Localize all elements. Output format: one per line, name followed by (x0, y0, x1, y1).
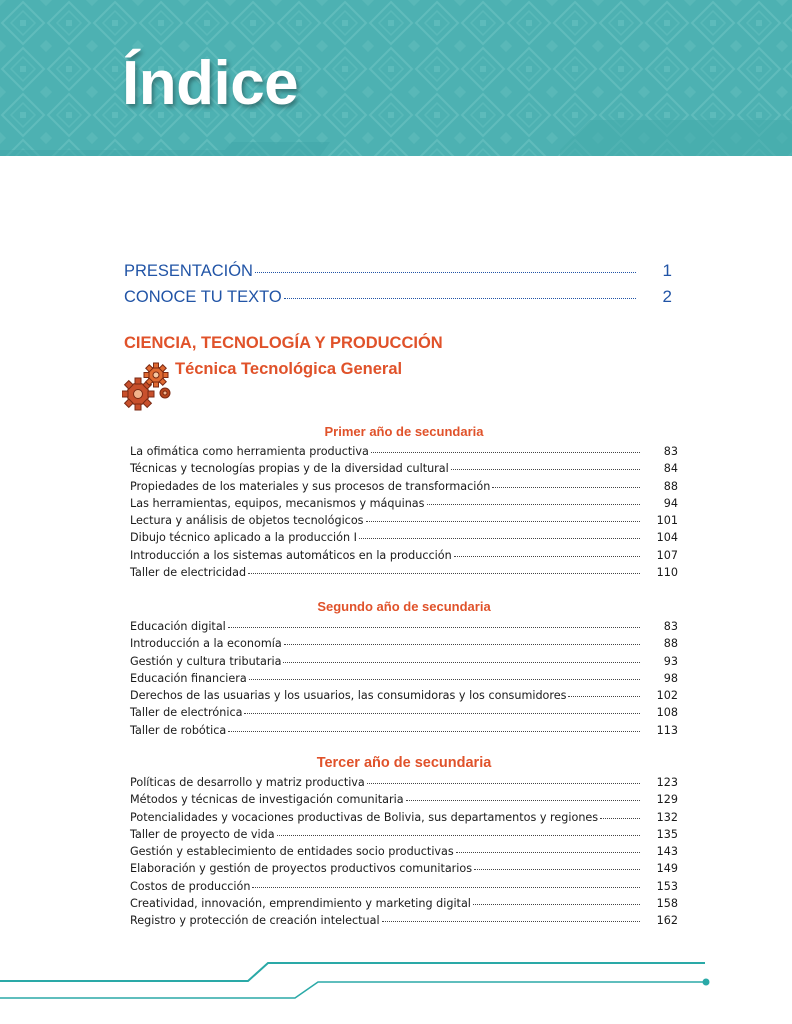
dot-leader (228, 627, 640, 628)
section-segundo-ano (130, 597, 678, 741)
dot-leader (600, 818, 640, 819)
toc-entry[interactable] (130, 793, 678, 810)
toc-entry[interactable] (130, 497, 678, 514)
toc-entry-page: 98 (663, 671, 678, 685)
toc-entry-label: Lectura y análisis de objetos tecnológicos (130, 514, 364, 528)
toc-entry-page: 94 (663, 496, 678, 510)
toc-entry-label: Dibujo técnico aplicado a la producción I (130, 531, 357, 545)
toc-entry[interactable] (130, 566, 678, 583)
toc-entry-page: 135 (656, 827, 678, 841)
toc-entry-page: 129 (656, 793, 678, 807)
toc-entry[interactable] (130, 480, 678, 497)
toc-entry-label: Gestión y cultura tributaria (130, 654, 282, 668)
toc-entry-page: 84 (663, 462, 678, 476)
toc-entry-label: Educación digital (130, 620, 226, 633)
toc-entry[interactable] (130, 880, 678, 897)
toc-entry[interactable] (130, 620, 678, 637)
toc-entry-label: Técnicas y tecnologías propias y de la diversidad cultural (130, 462, 449, 476)
toc-entry-label: Taller de robótica (130, 723, 227, 737)
toc-link-conoce-tu-texto[interactable] (124, 287, 672, 313)
patterned-banner-background (0, 0, 792, 156)
toc-entry[interactable] (130, 672, 678, 689)
toc-entry-label: Taller de electricidad (130, 566, 247, 580)
dot-leader (427, 504, 641, 505)
toc-link-presentacion[interactable] (124, 261, 672, 287)
toc-entry-label: Taller de proyecto de vida (130, 827, 275, 841)
toc-entry-page: 107 (656, 548, 678, 562)
toc-entry-page: 113 (656, 723, 678, 737)
toc-entry-page: 123 (656, 776, 678, 789)
toc-entry[interactable] (130, 897, 678, 914)
toc-entry-label: Las herramientas, equipos, mecanismos y máquinas (130, 496, 425, 510)
dot-leader (277, 835, 640, 836)
toc-entry[interactable] (130, 531, 678, 548)
section-primer-ano (130, 422, 678, 583)
area-title: CIENCIA, TECNOLOGÍA Y PRODUCCIÓN (124, 334, 443, 352)
toc-entry-label: Derechos de las usuarias y los usuarios, las consumidoras y los consumidores (130, 689, 567, 703)
section-heading: Primer año de secundaria (324, 424, 484, 439)
section-tercer-ano (130, 753, 678, 932)
toc-entry-page: 132 (656, 810, 678, 824)
toc-entry[interactable] (130, 724, 678, 741)
toc-entry-page: 93 (663, 654, 678, 668)
toc-entry[interactable] (130, 706, 678, 723)
toc-entry[interactable] (130, 445, 678, 462)
subarea-title: Técnica Tecnológica General (175, 360, 403, 378)
toc-entry-page: 162 (656, 914, 678, 928)
dot-leader (284, 644, 640, 645)
toc-entry-page: 158 (656, 897, 678, 911)
dot-leader (406, 800, 640, 801)
toc-entry-label: Introducción a la economía (130, 637, 282, 651)
toc-entry-page: 102 (656, 689, 678, 703)
dot-leader (249, 679, 640, 680)
dot-leader (456, 852, 640, 853)
toc-entry-page: 108 (656, 706, 678, 720)
toc-entry-page: 88 (663, 637, 678, 651)
toc-entry[interactable] (130, 514, 678, 531)
toc-entry-label: Taller de electrónica (130, 706, 243, 720)
dot-leader (492, 487, 640, 488)
dot-leader (228, 731, 640, 732)
toc-entry-label: Potencialidades y vocaciones productivas de Bolivia, sus departamentos y regiones (130, 810, 599, 824)
toc-entry-page: 104 (656, 531, 678, 545)
dot-leader (367, 783, 640, 784)
toc-entry-label: Gestión y establecimiento de entidades socio productivas (130, 845, 454, 859)
toc-entry[interactable] (130, 862, 678, 879)
toc-link-label: CONOCE TU TEXTO (124, 288, 282, 306)
section-heading: Segundo año de secundaria (317, 599, 491, 614)
toc-entry[interactable] (130, 549, 678, 566)
toc-entry-page: 149 (656, 862, 678, 876)
dot-leader (474, 869, 640, 870)
dot-leader (284, 298, 636, 299)
toc-entry-page: 143 (656, 845, 678, 859)
toc-entry[interactable] (130, 845, 678, 862)
toc-entry[interactable] (130, 914, 678, 931)
dot-leader (366, 521, 640, 522)
toc-entry-label: Introducción a los sistemas automáticos en la producción (130, 548, 452, 562)
dot-leader (248, 573, 640, 574)
dot-leader (359, 538, 640, 539)
dot-leader (451, 469, 640, 470)
dot-leader (568, 696, 640, 697)
toc-link-label: PRESENTACIÓN (124, 262, 253, 280)
toc-entry-page: 101 (656, 514, 678, 528)
toc-entry[interactable] (130, 689, 678, 706)
toc-entry-page: 83 (663, 620, 678, 633)
dot-leader (473, 904, 640, 905)
toc-entry[interactable] (130, 655, 678, 672)
dot-leader (244, 713, 640, 714)
toc-link-page: 2 (662, 287, 672, 306)
toc-entry-label: Creatividad, innovación, emprendimiento y marketing digital (130, 897, 471, 911)
toc-entry-page: 88 (663, 479, 678, 493)
dot-leader (382, 921, 640, 922)
toc-entry-label: Propiedades de los materiales y sus procesos de transformación (130, 479, 491, 493)
toc-entry[interactable] (130, 828, 678, 845)
toc-entry-page: 83 (663, 445, 678, 458)
toc-entry-label: La ofimática como herramienta productiva (130, 445, 369, 458)
dot-leader (371, 452, 640, 453)
top-links (124, 261, 672, 313)
toc-entry-label: Elaboración y gestión de proyectos productivos comunitarios (130, 862, 473, 876)
toc-entry[interactable] (130, 637, 678, 654)
dot-leader (255, 272, 636, 273)
toc-entry[interactable] (130, 776, 678, 793)
toc-entry-page: 110 (656, 566, 678, 580)
section-heading: Tercer año de secundaria (316, 755, 492, 771)
page-title: Índice (122, 49, 299, 118)
toc-entry-page: 153 (656, 879, 678, 893)
gears-icon (122, 360, 172, 417)
toc-entry[interactable] (130, 462, 678, 479)
dot-leader (283, 662, 640, 663)
dot-leader (454, 556, 640, 557)
toc-link-page: 1 (662, 261, 672, 280)
dot-leader (252, 887, 640, 888)
toc-entry-label: Costos de producción (130, 879, 251, 893)
header-banner (0, 0, 792, 156)
toc-entry-label: Registro y protección de creación intelectual (130, 914, 380, 928)
toc-entry-label: Políticas de desarrollo y matriz productiva (130, 776, 365, 789)
toc-entry[interactable] (130, 811, 678, 828)
toc-entry-label: Educación financiera (130, 671, 247, 685)
toc-entry-label: Métodos y técnicas de investigación comunitaria (130, 793, 404, 807)
footer-decoration (0, 955, 792, 1010)
